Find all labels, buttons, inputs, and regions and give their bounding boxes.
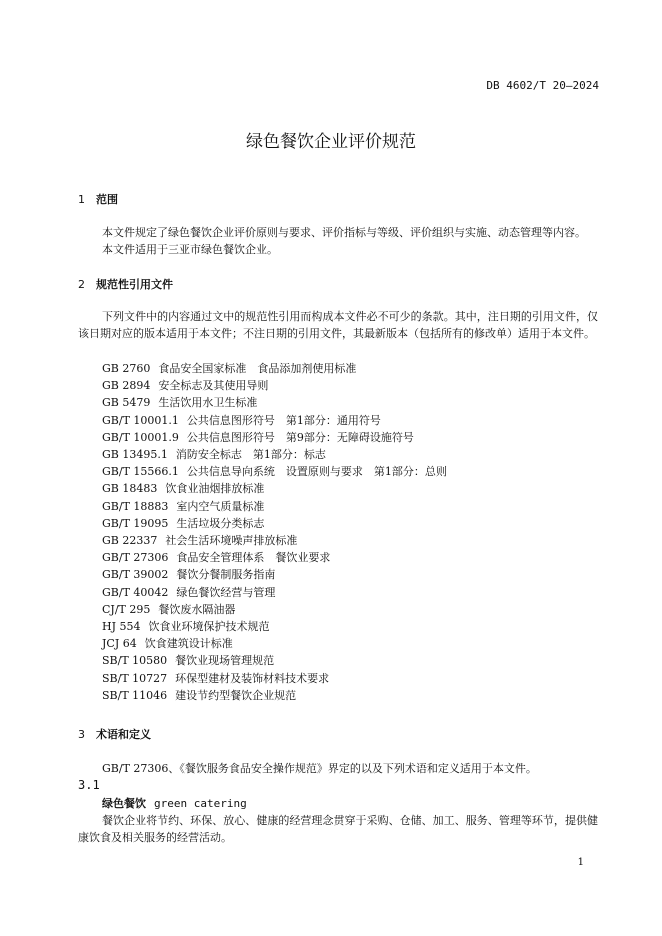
reference-title: 公共信息图形符号 第1部分：通用符号 — [186, 413, 381, 427]
reference-code: GB/T 40042 — [102, 585, 169, 599]
reference-title: 生活垃圾分类标志 — [176, 516, 265, 530]
term-chinese: 绿色餐饮 — [102, 797, 146, 810]
reference-item — [102, 601, 447, 618]
reference-item — [102, 687, 447, 704]
reference-code: SB/T 10727 — [102, 671, 168, 685]
term-definition: 餐饮企业将节约、环保、放心、健康的经营理念贯穿于采购、仓储、加工、服务、管理等环节，提供健康饮食及相关服务的经营活动。 — [78, 814, 598, 844]
page-number: 1 — [577, 857, 584, 868]
reference-item — [102, 446, 447, 463]
scope-paragraph-1: 本文件规定了绿色餐饮企业评价原则与要求、评价指标与等级、评价组织与实施、动态管理等内容。 — [102, 226, 586, 239]
reference-title: 饮食建筑设计标准 — [144, 637, 233, 651]
reference-code: GB/T 18883 — [102, 499, 169, 513]
reference-title: 室内空气质量标准 — [176, 499, 265, 513]
references-intro-paragraph: 下列文件中的内容通过文中的规范性引用而构成本文件必不可少的条款。其中，注日期的引用文件，仅该日期对应的版本适用于本文件；不注日期的引用文件，其最新版本（包括所有的修改单）适用于本文件。 — [78, 310, 598, 340]
section-number: 2 — [78, 278, 85, 291]
section-number: 3 — [78, 728, 85, 741]
reference-title: 食品安全国家标准 食品添加剂使用标准 — [158, 362, 357, 375]
document-title: 绿色餐饮企业评价规范 — [246, 132, 416, 152]
section-title: 术语和定义 — [96, 728, 151, 741]
reference-item — [102, 412, 447, 429]
reference-code: GB/T 10001.1 — [102, 413, 179, 427]
section-title: 范围 — [96, 193, 118, 206]
reference-code: CJ/T 295 — [102, 602, 151, 616]
normative-references-list — [102, 360, 447, 704]
section-number: 1 — [78, 193, 85, 206]
reference-title: 食品安全管理体系 餐饮业要求 — [176, 551, 331, 565]
reference-code: GB/T 39002 — [102, 568, 169, 582]
reference-item — [102, 584, 447, 601]
reference-item — [102, 394, 447, 411]
reference-title: 餐饮废水隔油器 — [158, 602, 236, 616]
reference-item — [102, 429, 447, 446]
reference-code: HJ 554 — [102, 620, 141, 634]
reference-title: 饮食业环境保护技术规范 — [148, 620, 270, 634]
reference-code: GB/T 19095 — [102, 516, 169, 530]
reference-item — [102, 618, 447, 635]
reference-code: JCJ 64 — [102, 637, 137, 651]
reference-title: 环保型建材及装饰材料技术要求 — [175, 671, 330, 685]
reference-title: 公共信息图形符号 第9部分：无障碍设施符号 — [186, 430, 414, 444]
section-1-heading — [78, 191, 118, 207]
reference-item — [102, 635, 447, 652]
scope-paragraph-2: 本文件适用于三亚市绿色餐饮企业。 — [102, 243, 278, 256]
document-code: DB 4602/T 20—2024 — [486, 79, 599, 92]
reference-code: GB 13495.1 — [102, 448, 168, 462]
reference-title: 公共信息导向系统 设置原则与要求 第1部分：总则 — [186, 465, 447, 479]
reference-title: 生活饮用水卫生标准 — [158, 396, 258, 410]
reference-code: GB 5479 — [102, 396, 151, 410]
reference-item — [102, 498, 447, 515]
term-english: green catering — [154, 797, 247, 810]
term-entry — [102, 795, 247, 811]
section-title: 规范性引用文件 — [96, 278, 173, 291]
reference-title: 社会生活环境噪声排放标准 — [165, 534, 298, 548]
reference-code: GB 2894 — [102, 379, 151, 393]
reference-code: SB/T 10580 — [102, 654, 168, 668]
reference-item — [102, 515, 447, 532]
reference-code: GB/T 10001.9 — [102, 430, 179, 444]
reference-code: GB/T 27306 — [102, 551, 169, 565]
reference-item — [102, 360, 447, 377]
reference-title: 餐饮业现场管理规范 — [175, 654, 275, 668]
reference-code: GB 18483 — [102, 482, 158, 496]
reference-item — [102, 549, 447, 566]
reference-code: GB 2760 — [102, 362, 151, 375]
reference-title: 安全标志及其使用导则 — [158, 379, 269, 393]
reference-code: SB/T 11046 — [102, 688, 168, 702]
section-2-heading — [78, 276, 173, 292]
reference-title: 建设节约型餐饮企业规范 — [175, 688, 297, 702]
clause-number: 3.1 — [78, 778, 100, 792]
reference-item — [102, 377, 447, 394]
reference-item — [102, 670, 447, 687]
reference-item — [102, 532, 447, 549]
section-3-heading — [78, 726, 151, 742]
reference-title: 绿色餐饮经营与管理 — [176, 585, 276, 599]
reference-item — [102, 480, 447, 497]
reference-item — [102, 652, 447, 669]
reference-code: GB/T 15566.1 — [102, 465, 179, 479]
reference-title: 消防安全标志 第1部分：标志 — [175, 448, 326, 462]
reference-title: 餐饮分餐制服务指南 — [176, 568, 276, 582]
reference-title: 饮食业油烟排放标准 — [165, 482, 265, 496]
reference-item — [102, 463, 447, 480]
reference-item — [102, 566, 447, 583]
terms-intro-paragraph: GB/T 27306、《餐饮服务食品安全操作规范》界定的以及下列术语和定义适用于本文件。 — [102, 762, 537, 775]
reference-code: GB 22337 — [102, 534, 158, 548]
